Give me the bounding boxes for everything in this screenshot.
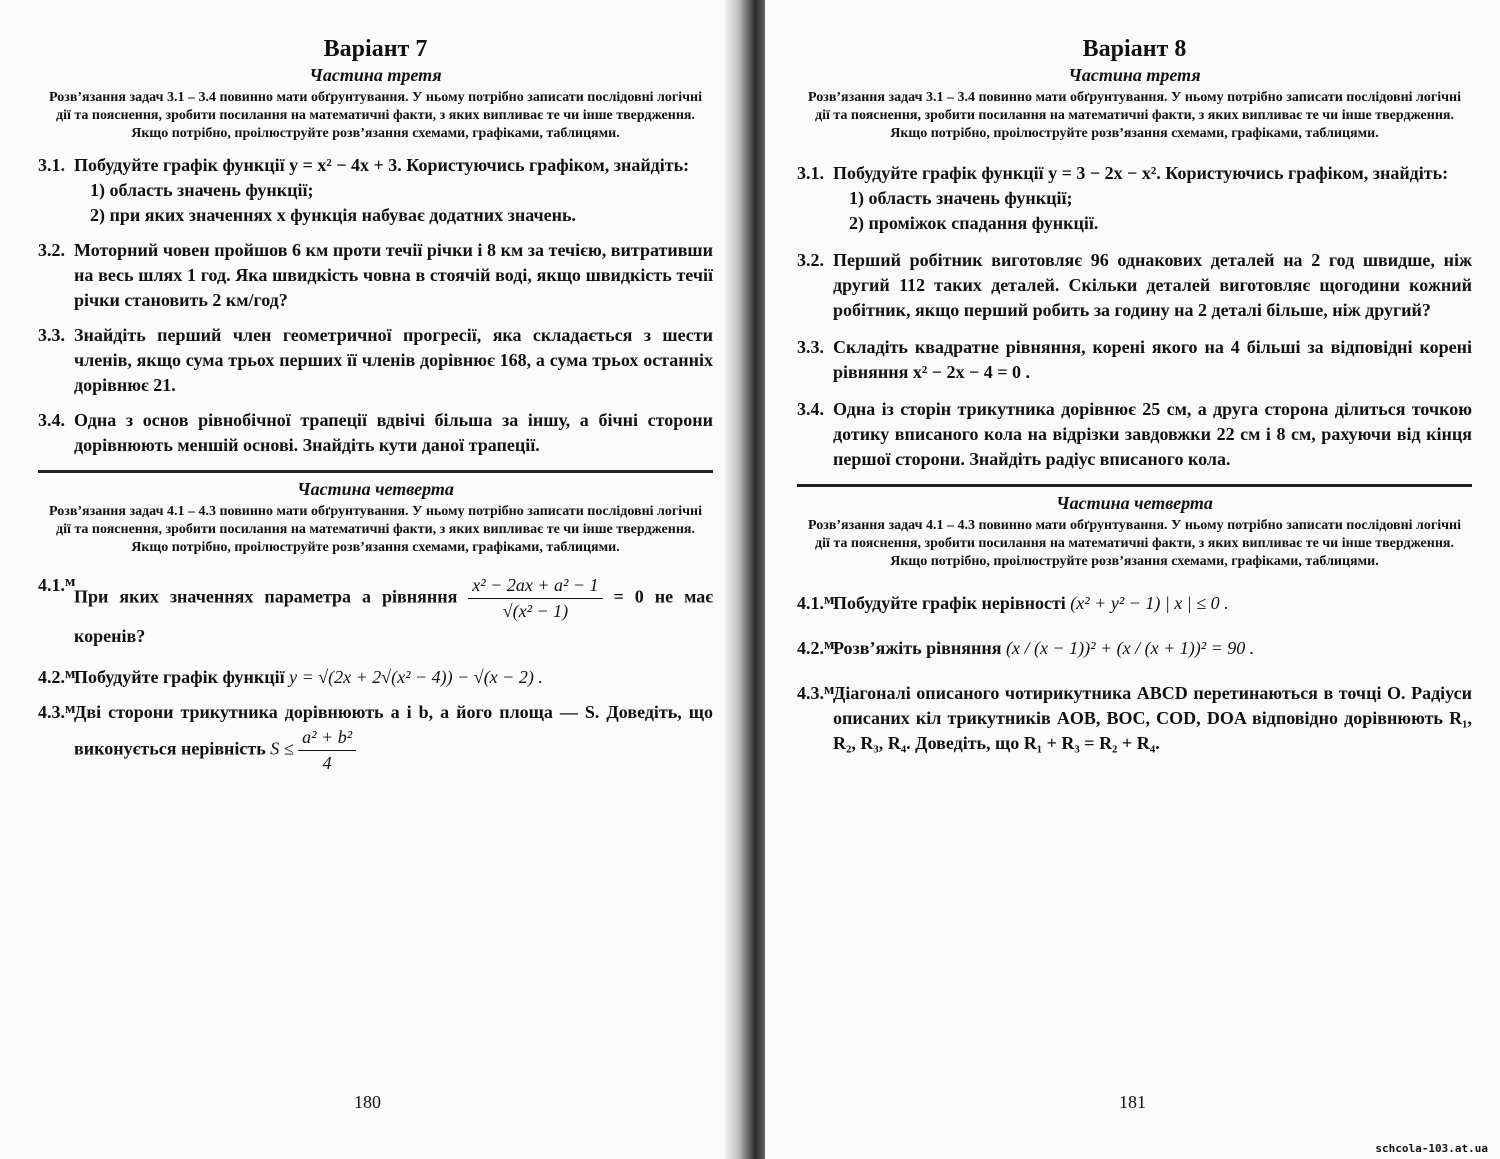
task-text: Одна з основ рівнобічної трапеції вдвічі більша за іншу, а бічні сторони дорівнюють меншій основі. Знайдіть кути даної трапеції. xyxy=(74,410,713,455)
right-column xyxy=(797,0,1472,756)
task-4-2 xyxy=(797,636,1472,661)
task-text: = 0 не має коренів? xyxy=(74,586,713,646)
task-number: 3.3. xyxy=(38,325,65,345)
task-subitem: 1) область значень функції; xyxy=(849,188,1073,208)
fraction-numerator: a² + b² xyxy=(298,725,356,751)
task-formula: S ≤ xyxy=(270,738,294,759)
task-number: 3.3. xyxy=(797,337,824,357)
section-divider xyxy=(38,470,713,473)
left-column xyxy=(38,0,713,776)
left-page xyxy=(0,0,735,1159)
task-3-4 xyxy=(797,397,1472,472)
part-four-intro: Розв’язання задач 4.1 – 4.3 повинно мати обґрунтування. У ньому потрібно записати послідовні логічні дії та пояснення, зробити посилання на математичні факти, з яких випливає те чи інше твердження. Якщо потрібно, проілюструйте розв’язання схемами, графіками, таблицями. xyxy=(48,504,703,555)
task-number: 4.2.ᴹ xyxy=(38,667,76,687)
part-three-title: Частина третя xyxy=(309,65,442,85)
fraction-denominator: 4 xyxy=(322,753,332,773)
task-text: Знайдіть перший член геометричної прогресії, яка складається з шести членів, якщо сума трьох перших її членів дорівнює 168, а сума трьох останніх дорівнює 21. xyxy=(74,325,713,395)
task-number: 4.1.ᴹ xyxy=(797,593,835,613)
part-three-intro: Розв’язання задач 3.1 – 3.4 повинно мати обґрунтування. У ньому потрібно записати послідовні логічні дії та пояснення, зробити посилання на математичні факти, з яких випливає те чи інше твердження. Якщо потрібно, проілюструйте розв’язання схемами, графіками, таблицями. xyxy=(48,90,703,141)
task-formula: y = √(2x + 2√(x² − 4)) − √(x − 2) . xyxy=(289,667,543,687)
part-four-title: Частина четверта xyxy=(297,479,454,499)
task-number: 4.2.ᴹ xyxy=(797,638,835,658)
task-number: 4.3.ᴹ xyxy=(38,702,76,722)
right-page xyxy=(765,0,1500,1159)
task-3-1 xyxy=(797,161,1472,236)
task-text: Перший робітник виготовляє 96 однакових деталей на 2 год швидше, ніж другий 112 таких деталей. Скільки деталей виготовляє щогодини кожний робітник, якщо перший робить за годину на 2 деталі більше, ніж другий? xyxy=(833,250,1472,320)
task-text: При яких значеннях параметра a рівняння xyxy=(74,586,458,607)
task-3-1 xyxy=(38,153,713,228)
variant-title: Варіант 7 xyxy=(323,36,428,62)
task-number: 4.1.ᴹ xyxy=(38,575,76,595)
task-formula: (x² + y² − 1) | x | ≤ 0 . xyxy=(1070,593,1229,613)
task-text: Побудуйте графік функції y = x² − 4x + 3. Користуючись графіком, знайдіть: xyxy=(74,155,690,175)
fraction-numerator: x² − 2ax + a² − 1 xyxy=(468,573,602,599)
task-4-1 xyxy=(38,573,713,649)
page-number: 181 xyxy=(1119,1092,1146,1112)
variant-title: Варіант 8 xyxy=(1082,36,1187,62)
task-number: 3.4. xyxy=(797,399,824,419)
page-number: 180 xyxy=(354,1092,381,1112)
task-text: Діагоналі описаного чотирикутника ABCD перетинаються в точці O. Радіуси описаних кіл трикутників AOB, BOC, COD, DOA відповідно дорівнюють R₁, R₂, R₃, R₄. Доведіть, що R₁ + R₃ = R₂ + R₄. xyxy=(833,683,1472,753)
task-text: Розв’яжіть рівняння xyxy=(833,638,1002,658)
section-divider xyxy=(797,484,1472,487)
task-text: Моторний човен пройшов 6 км проти течії річки і 8 км за течією, витративши на весь шлях 1 год. Яка швидкість човна в стоячій воді, якщо швидкість течії річки становить 2 км/год? xyxy=(74,240,713,310)
task-3-3 xyxy=(797,335,1472,385)
task-subitem: 1) область значень функції; xyxy=(90,180,314,200)
task-text: Дві сторони трикутника дорівнюють a і b, а його площа — S. Доведіть, що виконується нерівність xyxy=(74,702,713,759)
part-four-title: Частина четверта xyxy=(1056,493,1213,513)
task-formula: (x / (x − 1))² + (x / (x + 1))² = 90 . xyxy=(1005,638,1255,658)
task-3-2 xyxy=(797,248,1472,323)
part-three-title: Частина третя xyxy=(1068,65,1201,85)
task-number: 3.1. xyxy=(797,163,824,183)
task-text: Побудуйте графік функції y = 3 − 2x − x². Користуючись графіком, знайдіть: xyxy=(833,163,1449,183)
task-4-3 xyxy=(38,700,713,776)
task-subitem: 2) при яких значеннях x функція набуває додатних значень. xyxy=(90,205,576,225)
task-number: 3.2. xyxy=(38,240,65,260)
fraction-denominator: √(x² − 1) xyxy=(502,601,569,621)
task-3-3 xyxy=(38,323,713,398)
task-number: 3.1. xyxy=(38,155,65,175)
part-four-intro: Розв’язання задач 4.1 – 4.3 повинно мати обґрунтування. У ньому потрібно записати послідовні логічні дії та пояснення, зробити посилання на математичні факти, з яких випливає те чи інше твердження. Якщо потрібно, проілюструйте розв’язання схемами, графіками, таблицями. xyxy=(807,518,1462,569)
task-text: Побудуйте графік функції xyxy=(74,667,285,687)
task-fraction xyxy=(298,725,356,776)
task-subitem: 2) проміжок спадання функції. xyxy=(849,213,1099,233)
site-watermark: schcola-103.at.ua xyxy=(1375,1142,1488,1155)
task-4-3 xyxy=(797,681,1472,756)
task-number: 4.3.ᴹ xyxy=(797,683,835,703)
task-4-2 xyxy=(38,665,713,690)
task-text: Складіть квадратне рівняння, корені якого на 4 більші за відповідні корені рівняння x² − 2x − 4 = 0 . xyxy=(833,337,1472,382)
task-fraction xyxy=(468,573,602,624)
task-3-4 xyxy=(38,408,713,458)
task-number: 3.4. xyxy=(38,410,65,430)
task-text: Побудуйте графік нерівності xyxy=(833,593,1066,613)
task-3-2 xyxy=(38,238,713,313)
part-three-intro: Розв’язання задач 3.1 – 3.4 повинно мати обґрунтування. У ньому потрібно записати послідовні логічні дії та пояснення, зробити посилання на математичні факти, з яких випливає те чи інше твердження. Якщо потрібно, проілюструйте розв’язання схемами, графіками, таблицями. xyxy=(807,90,1462,141)
task-number: 3.2. xyxy=(797,250,824,270)
task-4-1 xyxy=(797,591,1472,616)
task-text: Одна із сторін трикутника дорівнює 25 см, а друга сторона ділиться точкою дотику вписаного кола на відрізки завдовжки 22 см і 8 см, рахуючи від кінця першої сторони. Знайдіть радіус вписаного кола. xyxy=(833,399,1472,469)
